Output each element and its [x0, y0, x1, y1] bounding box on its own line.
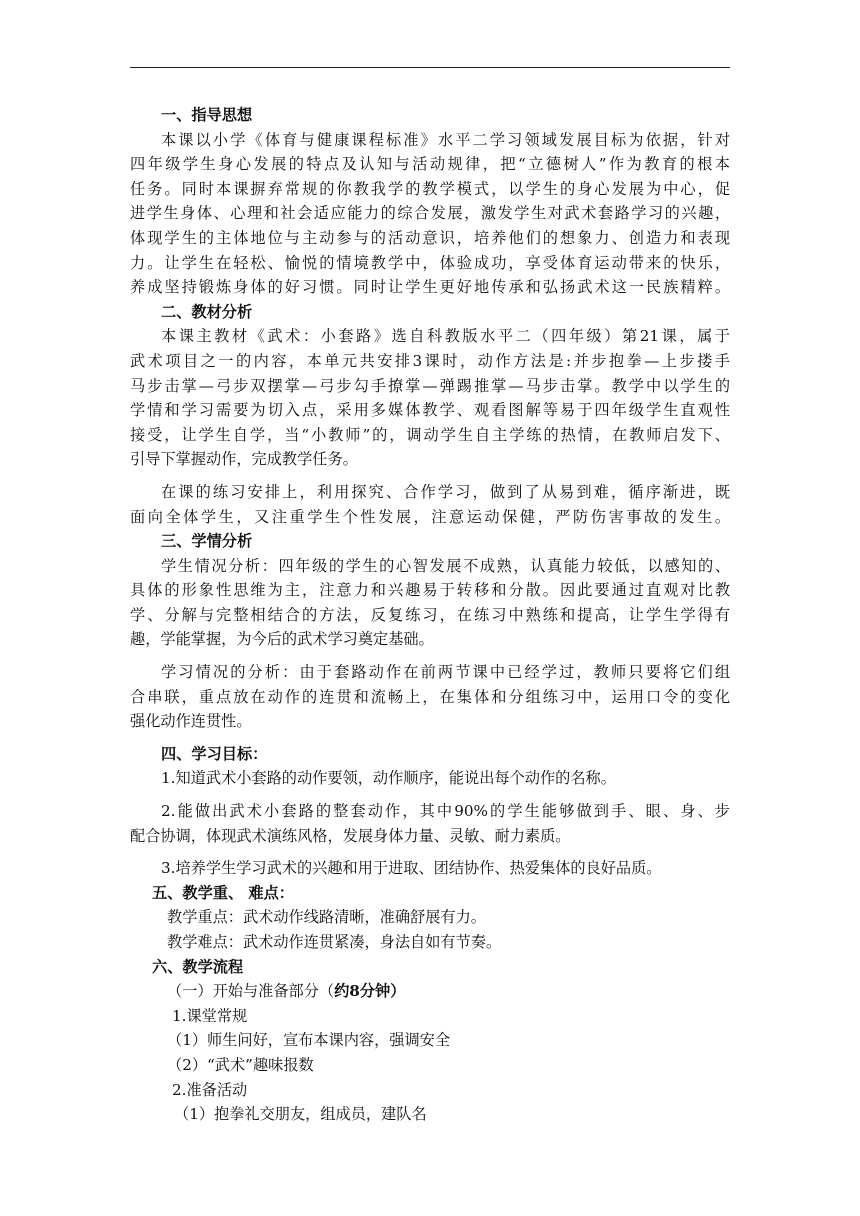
- section-heading-guiding-ideology: 一、指导思想: [161, 106, 253, 124]
- paragraph-line: 引导下掌握动作，完成教学任务。: [130, 450, 358, 469]
- teaching-key-point: 教学重点：武术动作线路清晰，准确舒展有力。: [167, 908, 486, 927]
- paragraph-line: 马步击掌—弓步双摆掌—弓步勾手撩掌—弹踢推掌—马步击掌。教学中以学生的: [130, 376, 730, 395]
- paragraph-line: 力。让学生在轻松、愉悦的情境教学中，体验成功，享受体育运动带来的快乐，: [130, 253, 730, 272]
- paragraph-line: 在课的练习安排上，利用探究、合作学习，做到了从易到难，循序渐进，既: [161, 482, 730, 501]
- objective-2-line-1: 2.能做出武术小套路的整套动作，其中90%的学生能够做到手、眼、身、步: [161, 802, 730, 821]
- process-part-1-label: （一）开始与准备部分（: [167, 982, 335, 1001]
- document-body: [130, 103, 730, 1127]
- paragraph-line: 四年级学生身心发展的特点及认知与活动规律，把“立德树人”作为教育的根本: [130, 155, 730, 174]
- process-item-1a: （1）师生问好，宣布本课内容，强调安全: [167, 1031, 451, 1050]
- paragraph-line: 学生情况分析：四年级的学生的心智发展不成熟，认真能力较低，以感知的、: [161, 556, 730, 575]
- section-heading-learner-analysis: 三、学情分析: [161, 532, 253, 551]
- process-item-2: 2.准备活动: [172, 1080, 248, 1099]
- paragraph-line: 趣，学能掌握，为今后的武术学习奠定基础。: [130, 630, 434, 649]
- paragraph-line: 养成坚持锻炼身体的好习惯。同时让学生更好地传承和弘扬武术这一民族精粹。: [130, 278, 730, 297]
- process-item-2a: （1）抱拳礼交朋友，组成员，建队名: [174, 1105, 427, 1124]
- section-heading-learning-objectives: 四、学习目标：: [161, 744, 268, 763]
- paragraph-line: 本课主教材《武术：小套路》选自科教版水平二（四年级）第21课，属于: [161, 327, 730, 346]
- objective-3: 3.培养学生学习武术的兴趣和用于进取、团结协作、热爱集体的良好品质。: [161, 859, 662, 878]
- objective-1: 1.知道武术小套路的动作要领，动作顺序，能说出每个动作的名称。: [161, 769, 616, 788]
- paragraph-line: 具体的形象性思维为主，注意力和兴趣易于转移和分散。因此要通过直观对比教: [130, 581, 730, 600]
- section-heading-material-analysis: 二、教材分析: [161, 302, 253, 321]
- paragraph-line: 学情和学习需要为切入点，采用多媒体教学、观看图解等易于四年级学生直观性: [130, 401, 730, 420]
- section-heading-teaching-process: 六、教学流程: [152, 957, 244, 976]
- header-rule: [130, 67, 730, 68]
- paragraph-line: 武术项目之一的内容，本单元共安排3课时，动作方法是:并步抱拳—上步搂手: [130, 351, 730, 370]
- paragraph-line: 接受，让学生自学，当“小教师”的，调动学生自主学练的热情，在教师启发下、: [130, 425, 730, 444]
- paragraph-line: 体现学生的主体地位与主动参与的活动意识，培养他们的想象力、创造力和表现: [130, 228, 730, 247]
- paragraph-line: 强化动作连贯性。: [130, 712, 252, 731]
- paragraph-line: 任务。同时本课摒弃常规的你教我学的教学模式，以学生的身心发展为中心，促: [130, 179, 730, 198]
- paragraph-line: 面向全体学生，又注重学生个性发展，注意运动保健，严防伤害事故的发生。: [130, 507, 730, 526]
- section-heading-key-difficult-points: 五、教学重、 难点：: [152, 883, 294, 902]
- paragraph-line: 学习情况的分析：由于套路动作在前两节课中已经学过，教师只要将它们组: [161, 663, 730, 682]
- teaching-difficult-point: 教学难点：武术动作连贯紧凑，身法自如有节奏。: [167, 933, 502, 951]
- process-part-1-duration: 约8分钟）: [334, 982, 406, 1001]
- paragraph-line: 学、分解与完整相结合的方法，反复练习，在练习中熟练和提高，让学生学得有: [130, 605, 730, 624]
- process-part-1: [130, 979, 730, 1004]
- process-item-1b: （2）“武术”趣味报数: [167, 1055, 314, 1074]
- paragraph-line: 本课以小学《体育与健康课程标准》水平二学习领域发展目标为依据，针对: [161, 130, 730, 149]
- paragraph-line: 进学生身体、心理和社会适应能力的综合发展，激发学生对武术套路学习的兴趣，: [130, 204, 730, 223]
- objective-2-line-2: 配合协调，体现武术演练风格，发展身体力量、灵敏、耐力素质。: [130, 826, 571, 845]
- process-item-1: 1.课堂常规: [172, 1006, 248, 1025]
- paragraph-line: 合串联，重点放在动作的连贯和流畅上，在集体和分组练习中，运用口令的变化: [130, 687, 730, 706]
